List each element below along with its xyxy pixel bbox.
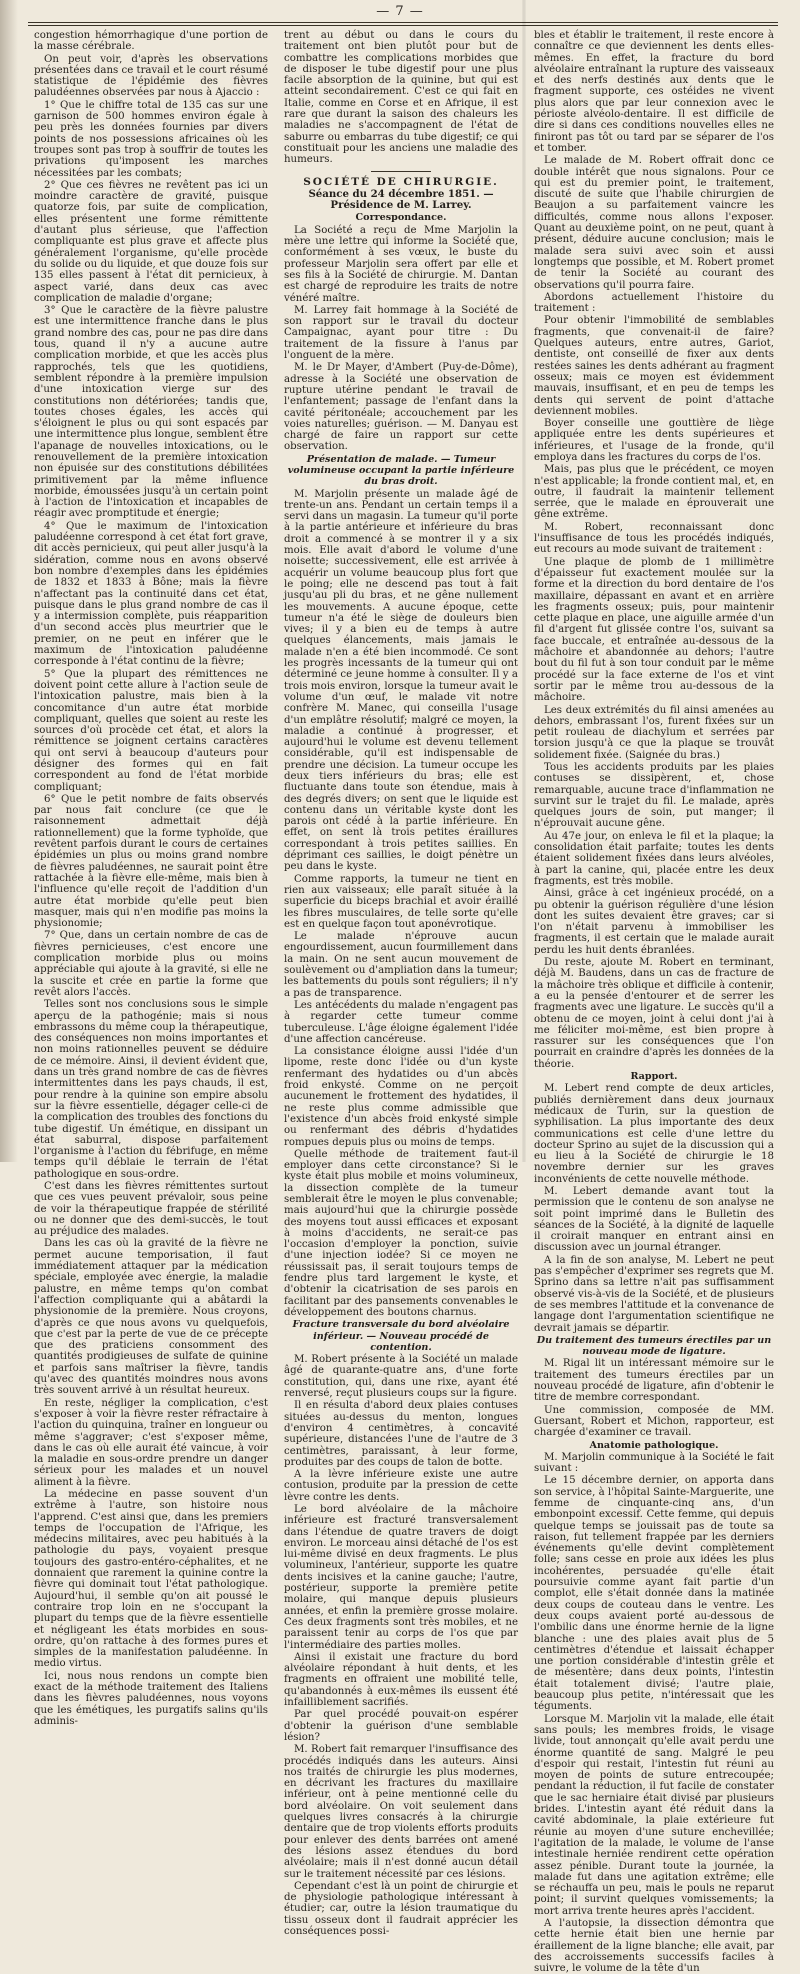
paragraph: Dans les cas où la gravité de la fièvre ne permet aucune temporisation, il faut immédiatement attaquer par la médication spéciale, employée avec énergie, la maladie palustre, en même temps qu'on combat l'affection compliquante qui a abâtardi la physionomie de la première. Nous croyons, d'après ce que nous avons vu quelquefois, que c'est par la perte de vue de ce précepte que des praticiens consomment des quantités prodigieuses de sulfate de quinine et parfois sans maîtriser la fièvre, tandis qu'avec des quantités moindres nous avons très souvent arrivé à un résultat heureux. [34,1238,268,1397]
column-middle [284,30,518,1937]
column-left [34,30,268,1727]
subheading-ligature: Du traitement des tumeurs érectiles par un nouveau mode de ligature. [536,1334,772,1358]
paragraph: Une plaque de plomb de 1 millimètre d'épaisseur fut exactement moulée sur la forme et la direction du bord dentaire de l'os maxillaire, dépassant en avant et en arrière les fragments osseux; puis, pour maintenir cette plaque en place, une aiguille armée d'un fil d'argent fut glissée contre l'os, suivant sa face buccale, et entraînée au-dessous de la mâchoire et abandonnée au dehors; l'autre bout du fil fut à son tour conduit par le même procédé sur la face externe de l'os et vint sortir par le même trou au-dessous de la mâchoire. [534,556,774,704]
subheading-anatomie: Anatomie pathologique. [589,1439,719,1451]
paragraph: Les antécédents du malade n'engagent pas à regarder cette tumeur comme tuberculeuse. L'âge éloigne également l'idée d'une affection cancéreuse. [284,999,518,1045]
paragraph: bles et établir le traitement, il reste encore à connaître ce que deviennent les dents elles-mêmes. En effet, la fracture du bord alvéolaire entraînant la rupture des vaisseaux et des nerfs destinés aux dents que le fragment supporte, ces ostéides ne vivent plus alors que par leur connexion avec le périoste alvéolo-dentaire. Il est difficile de dire si dans ces conditions nouvelles elles ne finiront pas tôt ou tard par se séparer de l'os et tomber. [534,30,774,154]
paragraph: Au 47e jour, on enleva le fil et la plaque; la consolidation était parfaite; toutes les dents étaient solidement fixées dans leurs alvéoles, à part la canine, qui, placée entre les deux fragments, est très mobile. [534,830,774,887]
section-separator [371,171,431,172]
paragraph: Mais, pas plus que le précédent, ce moyen n'est applicable; la fronde contient mal, et, en outre, il faudrait la maintenir tellement serrée, que le malade en éprouverait une gêne extrême. [534,464,774,521]
session-heading: Séance du 24 décembre 1851. — Présidence de M. Larrey. [308,187,494,212]
conclusion-item: 7° Que, dans un certain nombre de cas de fièvres pernicieuses, c'est encore une complication morbide plus ou moins appréciable qui ajoute à la gravité, si elle ne la suscite et crée en partie la forme que revêt alors l'accès. [34,930,268,998]
paragraph: Le bord alvéolaire de la mâchoire inférieure est fracturé transversalement dans l'étendue de quatre travers de doigt environ. Le morceau ainsi détaché de l'os est lui-même divisé en deux fragments. Le plus volumineux, l'antérieur, supporte les quatre dents incisives et la canine gauche; l'autre, postérieur, supporte la première petite molaire, qui manque depuis plusieurs années, et enfin la première grosse molaire. Ces deux fragments sont très mobiles, et ne paraissent tenir au corps de l'os que par l'intermédiaire des parties molles. [284,1504,518,1651]
subheading-rapport: Rapport. [630,1071,678,1083]
paragraph: Les deux extrémités du fil ainsi amenées au dehors, embrassant l'os, furent fixées sur un petit rouleau de diachylum et serrées par torsion jusqu'à ce que la plaque se trouvât solidement fixée. (Saignée du bras.) [534,704,774,761]
paragraph: A la fin de son analyse, M. Lebert ne peut pas s'empêcher d'exprimer ses regrets que M. Sprino dans sa lettre n'ait pas suffisamment observé vis-à-vis de la Société, et de plusieurs de ses membres l'attitude et la convenance de langage dont l'argumentation scientifique ne devrait jamais se départir. [534,1254,774,1334]
binding-shadow [0,0,18,1162]
paragraph: M. Larrey fait hommage à la Société de son rapport sur le travail du docteur Campaignac, ayant pour titre : Du traitement de la fissure à l'anus par l'onguent de la mère. [284,304,518,362]
paragraph: Par quel procédé pouvait-on espérer d'obtenir la guérison d'une semblable lésion? [284,1709,518,1743]
paragraph: M. Marjolin présente un malade âgé de trente-un ans. Pendant un certain temps il a servi dans un magasin. La tumeur qu'il porte à la partie antérieure et inférieure du bras droit a commencé à se montrer il y a six mois. Elle avait d'abord le volume d'une noisette; successivement, elle est arrivée à acquérir un volume beaucoup plus fort que le poing; elle ne descend pas tout à fait jusqu'au pli du bras, et ne gêne nullement les mouvements. A aucune époque, cette tumeur n'a été le siège de douleurs bien vives; il y a bien eu de temps à autre quelques élancements, mais jamais le malade n'en a été bien incommodé. Ce sont les progrès incessants de la tumeur qui ont déterminé ce jeune homme à consulter. Il y a trois mois environ, lorsque la tumeur avait le volume d'un œuf, le malade vit notre confrère M. Manec, qui conseilla l'usage d'un emplâtre résolutif; malgré ce moyen, la maladie a continué à progresser, et aujourd'hui le volume est devenu tellement considérable, qu'il est indispensable de prendre une décision. La tumeur occupe les deux tiers inférieurs du bras; elle est fluctuante dans toute son étendue, mais à des degrés divers; on sent que le liquide est contenu dans un véritable kyste dont les parois ont cédé à la partie inférieure. En effet, on sent là trois petites éraillures correspondant à trois petites saillies. En déprimant ces saillies, le doigt pénètre un peu dans le kyste. [284,488,518,873]
paragraph: M. Lebert rend compte de deux articles, publiés dernièrement dans deux journaux médicaux de Turin, sur la question de syphilisation. La plus importante des deux communications est celle d'une lettre du docteur Sprino au sujet de la discussion qui a eu lieu à la Société de chirurgie le 18 novembre dernier sur les graves inconvénients de cette nouvelle méthode. [534,1083,774,1185]
paragraph: La Société a reçu de Mme Marjolin la mère une lettre qui informe la Société que, conformément à ses vœux, le buste du professeur Marjolin sera offert par elle et ses fils à la Société de chirurgie. M. Dantan est chargé de reproduire les traits de notre vénéré maître. [284,224,518,304]
conclusion-item: 2° Que ces fièvres ne revêtent pas ici un moindre caractère de gravité, puisque quatorze fois, par suite de complication, elles présentent une forme rémittente d'autant plus sérieuse, que l'affection compliquante est plus grave et affecte plus généralement l'organisme, qu'elle procède du solide ou du liquide, et que douze fois sur 135 elles passent à l'état dit pernicieux, à aspect varié, dans deux cas avec complication de maladie d'organe; [34,179,268,304]
paragraph: Quelle méthode de traitement faut-il employer dans cette circonstance? Si le kyste était plus mobile et moins volumineux, la dissection complète de la tumeur semblerait être le moyen le plus convenable; mais aujourd'hui que la chirurgie possède des moyens tout aussi efficaces et exposant à moins d'accidents, ne serait-ce pas l'occasion d'employer la ponction, suivie d'une injection iodée? Si ce moyen ne réussissait pas, il serait toujours temps de fendre plus tard largement le kyste, et d'obtenir la cicatrisation de ses parois en facilitant par des pansements convenables le développement des boutons charnus. [284,1148,518,1318]
paragraph: M. Robert fait remarquer l'insuffisance des procédés indiqués dans les auteurs. Ainsi nos traités de chirurgie les plus modernes, en décrivant les fractures du maxillaire inférieur, ont à peine mentionné celle du bord alvéolaire. On voit seulement dans quelques livres consacrés à la chirurgie dentaire que de trop violents efforts produits pour enlever des dents barrées ont amené des lésions assez étendues du bord alvéolaire; mais il n'est donné aucun détail sur le traitement nécessité par ces lésions. [284,1744,518,1880]
paragraph: La médecine en passe souvent d'un extrême à l'autre, son histoire nous l'apprend. C'est ainsi que, dans les premiers temps de l'occupation de l'Afrique, les médecins militaires, avec peu habitués à la pathologie du pays, voyaient presque toujours des gastro-entéro-céphalites, et ne donnaient que rarement la quinine contre la fièvre qui dominait tout l'état pathologique. Aujourd'hui, il semble qu'on ait poussé le contraire trop loin en ne s'occupant la plupart du temps que de la fièvre essentielle et négligeant les états morbides en sous-ordre, qu'on rattache à des formes pures et simples de la manifestation paludéenne. In medio virtus. [34,1489,268,1670]
conclusion-item: 3° Que le caractère de la fièvre palustre est une intermittence franche dans le plus grand nombre des cas, pour ne pas dire dans tous, quand il n'y a aucune autre complication morbide, et que les accès plus rapprochés, tels que les quotidiens, semblent répondre à la première impulsion d'une intoxication vierge sur des constitutions non détériorées; tandis que, toutes choses égales, les accès qui s'éloignent le plus ou qui sont espacés par une intermittence plus longue, semblent être l'apanage de nouvelles intoxications, ou le renouvellement de la première intoxication non épuisée sur des constitutions débilitées primitivement par la même influence morbide, émoussées jusqu'à un certain point à l'action de l'intoxication et incapables de réagir avec promptitude et énergie; [34,305,268,520]
paragraph: La consistance éloigne aussi l'idée d'un lipome, reste donc l'idée ou d'un kyste renfermant des hydatides ou d'un abcès froid enkysté. Comme on ne perçoit aucunement le frottement des hydatides, il ne reste plus comme admissible que l'existence d'un abcès froid enkysté simple ou renfermant des débris d'hydatides rompues depuis plus ou moins de temps. [284,1046,518,1148]
paragraph: Une commission, composée de MM. Guersant, Robert et Michon, rapporteur, est chargée d'examiner ce travail. [534,1404,774,1439]
paragraph: On peut voir, d'après les observations présentées dans ce travail et le court résumé statistique de l'épidémie des fièvres paludéennes observées par nous à Ajaccio : [34,53,268,99]
paragraph: Ainsi, grâce à cet ingénieux procédé, on a pu obtenir la guérison régulière d'une lésion dont les suites devaient être graves; car si l'on n'était parvenu à immobiliser les fragments, il est certain que le malade aurait perdu les huit dents ébranlées. [534,888,774,956]
paragraph: Tous les accidents produits par les plaies contuses se dissipèrent, et, chose remarquable, aucune trace d'inflammation ne survint sur le trajet du fil. Le malade, après quelques jours de soin, put manger; il n'éprouvait aucune gêne. [534,762,774,830]
paragraph: Pour obtenir l'immobilité de semblables fragments, que convenait-il de faire? Quelques auteurs, entre autres, Gariot, dentiste, ont conseillé de fixer aux dents restées saines les dents adhérant au fragment osseux; mais ce moyen est évidemment mauvais, insuffisant, et en peu de temps les dents qui servent de point d'attache deviennent mobiles. [534,315,774,417]
column-right [534,30,774,1974]
paragraph: Lorsque M. Marjolin vit la malade, elle était sans pouls; les membres froids, le visage livide, tout annonçait qu'elle avait perdu une énorme quantité de sang. Malgré le peu d'espoir qui restait, l'intestin fut réuni au moyen de points de suture entrecoupée; pendant la réduction, il fut facile de constater que le sac herniaire était divisé par plusieurs brides. L'intestin ayant été réduit dans la cavité abdominale, la plaie extérieure fut réunie au moyen d'une suture enchevillée; l'agitation de la malade, le volume de l'anse intestinale herniée rendirent cette opération assez pénible. Durant toute la journée, la malade fut dans une agitation extrême; elle se réchauffa un peu, mais le pouls ne reparut point; il survint quelques vomissements; la mort arriva trente heures après l'accident. [534,1713,774,1917]
paragraph: C'est dans les fièvres rémittentes surtout que ces vues peuvent prévaloir, sous peine de voir la thérapeutique frappée de stérilité ou ne donner que des demi-succès, le tout au préjudice des malades. [34,1180,268,1238]
subheading-correspondance: Correspondance. [355,212,447,224]
paragraph: Ainsi il existait une fracture du bord alvéolaire répondant à huit dents, et les fragments en offraient une mobilité telle, qu'abandonnés à eux-mêmes ils eussent été infailliblement sacrifiés. [284,1651,518,1709]
paragraph: Abordons actuellement l'histoire du traitement : [534,291,774,315]
paragraph: Le malade de M. Robert offrait donc ce double intérêt que nous signalons. Pour ce qui est du premier point, le traitement, discuté de suite que l'habile chirurgien de Beaujon a su parfaitement vaincre les difficultés, comme nous allons l'exposer. Quant au deuxième point, on ne peut, quant à présent, déduire aucune conclusion; mais le malade sera suivi avec soin et aussi longtemps que possible, et M. Robert promet de tenir la Société au courant des observations qu'il pourra faire. [534,155,774,291]
subheading-fracture: Fracture transversale du bord alvéolaire inférieur. — Nouveau procédé de contention. [292,1319,510,1353]
paragraph: M. le Dr Mayer, d'Ambert (Puy-de-Dôme), adresse à la Société une observation de rupture utérine pendant le travail de l'enfantement; passage de l'enfant dans la cavité péritonéale; accouchement par les voies naturelles; guérison. — M. Danyau est chargé de faire un rapport sur cette observation. [284,362,518,453]
paragraph: M. Robert, reconnaissant donc l'insuffisance de tous les procédés indiqués, eut recours au mode suivant de traitement : [534,521,774,556]
society-heading: SOCIÉTÉ DE CHIRURGIE. [303,175,499,188]
paragraph: M. Lebert demande avant tout la permission que le contenu de son analyse ne soit point imprimé dans le Bulletin des séances de la Société, à la dignité de laquelle il croirait manquer en entrant ainsi en discussion avec un journal étranger. [534,1185,774,1254]
conclusion-item: 4° Que le maximum de l'intoxication paludéenne correspond à cet état fort grave, dit accès pernicieux, qui peut aller jusqu'à la sidération, comme nous en avons observé bon nombre d'exemples dans les épidémies de 1832 et 1833 à Bône; mais la fièvre n'affectant pas la continuité dans cet état, puisque dans le plus grand nombre de cas il y a intermission complète, puis réapparition d'un second accès plus meurtrier que le premier, on ne peut en inférer que le maximum de l'intoxication paludéenne corresponde à l'état continu de la fièvre; [34,520,268,668]
page-number: — 7 — [376,4,424,19]
paragraph: En reste, négliger la complication, c'est s'exposer à voir la fièvre rester réfractaire à l'action du quinquina, traîner en longueur ou même s'aggraver; c'est s'exposer même, dans le cas où elle aurait été vaincue, à voir la maladie en sous-ordre prendre un danger sérieux pour les malades et un nouvel aliment à la fièvre. [34,1397,268,1488]
paragraph: Cependant c'est là un point de chirurgie et de physiologie pathologique intéressant à étudier; car, outre la lésion traumatique du tissu osseux dont il faudrait apprécier les conséquences possi- [284,1880,518,1937]
page-fold [522,0,526,1162]
paragraph: Boyer conseille une gouttière de liège appliquée entre les dents supérieures et inférieures, et l'usage de la fronde, qu'il employa dans les fractures du corps de l'os. [534,418,774,463]
paragraph: Le malade n'éprouve aucun engourdissement, aucun fourmillement dans la main. On ne sent aucun mouvement de soulèvement ou d'ampliation dans la tumeur; les battements du pouls sont réguliers; il n'y a pas de transparence. [284,931,518,999]
paragraph: M. Robert présente à la Société un malade âgé de quarante-quatre ans, d'une forte constitution, qui, dans une rixe, ayant été renversé, reçut plusieurs coups sur la figure. [284,1354,518,1400]
paragraph: trent au début ou dans le cours du traitement ont bien plutôt pour but de combattre les complications morbides que de disposer le tube digestif pour une plus facile absorption de la quinine, but qui est atteint secondairement. C'est ce qui fait en Italie, comme en Corse et en Afrique, il est rare que durant la saison des chaleurs les maladies ne s'accompagnent de l'état de saburre ou embarras du tube digestif; ce qui constituait pour les anciens une maladie des humeurs. [284,30,518,166]
paragraph: Du reste, ajoute M. Robert en terminant, déjà M. Baudens, dans un cas de fracture de la mâchoire très oblique et difficile à contenir, a eu la pensée d'entourer et de serrer les fragments avec une ligature. Le succès qu'il a obtenu de ce moyen, joint à celui dont j'ai à me féliciter moi-même, est bien propre à rassurer sur les conséquences que l'on pourrait en craindre d'après les données de la théorie. [534,957,774,1070]
paragraph: Comme rapports, la tumeur ne tient en rien aux vaisseaux; elle paraît située à la superficie du biceps brachial et avoir éraillé les fibres musculaires, de telle sorte qu'elle est en quelque façon tout aponévrotique. [284,873,518,930]
header-rule [28,22,778,26]
paragraph: congestion hémorrhagique d'une portion de la masse cérébrale. [34,30,268,53]
paragraph: A l'autopsie, la dissection démontra que cette hernie était bien une hernie par éraillement de la ligne blanche; elle avait, par des accroissements successifs faciles à suivre, le volume de la tête d'un [534,1917,774,1974]
conclusion-item: 1° Que le chiffre total de 135 cas sur une garnison de 500 hommes environ égale à peu près les données fournies par divers points de nos possessions africaines où les troupes sont pas trop à souffrir de toutes les privations qu'imposent les marches nécessitées par les combats; [34,99,268,179]
paragraph: Le 15 décembre dernier, on apporta dans son service, à l'hôpital Sainte-Marguerite, une femme de cinquante-cinq ans, d'un embonpoint excessif. Cette femme, qui depuis quelque temps se jouissait pas de toute sa raison, fut tellement frappée par les derniers événements qu'elle devint complètement folle; sans cesse en proie aux idées les plus incohérentes, persuadée qu'elle était poursuivie comme ayant fait partie d'un complot, elle s'était donnée dans la matinée deux coups de couteau dans le ventre. Les deux coups avaient porté au-dessous de l'ombilic dans une énorme hernie de la ligne blanche : une des plaies avait plus de 5 centimètres d'étendue et laissait échapper une portion considérable d'intestin grêle et de mésentère; dans deux points, l'intestin était totalement divisé; l'autre plaie, beaucoup plus petite, n'intéressait que les téguments. [534,1475,774,1713]
paragraph: Ici, nous nous rendons un compte bien exact de la méthode traitement des Italiens dans les fièvres paludéennes, nous voyons que les émétiques, les purgatifs salins qu'ils adminis- [34,1670,268,1727]
conclusion-item: 6° Que le petit nombre de faits observés par nous fait conclure (ce que le raisonnement admettait déjà rationnellement) que la forme typhoïde, que revêtent parfois durant le cours de certaines épidémies un plus ou moins grand nombre de fièvres paludéennes, ne saurait point être rattachée à la fièvre elle-même, mais bien à l'influence qu'elle reçoit de l'addition d'un autre état morbide qu'elle peut bien masquer, mais qui n'en modifie pas moins la physionomie; [34,793,268,930]
conclusion-item: 5° Que la plupart des rémittences ne doivent point cette allure à l'action seule de l'intoxication palustre, mais bien à la concomitance d'un autre état morbide compliquant, quelles que soient au reste les sources d'où procède cet état, et alors la rémittence se joignent certains caractères qui ont servi à beaucoup d'auteurs pour désigner des formes qui en fait correspondent au fond de l'état morbide compliquant; [34,668,268,793]
paragraph: M. Rigal lit un intéressant mémoire sur le traitement des tumeurs érectiles par un nouveau procédé de ligature, afin d'obtenir le titre de membre correspondant. [534,1358,774,1404]
paragraph: M. Marjolin communique à la Société le fait suivant : [534,1451,774,1475]
subheading-tumor: Présentation de malade. — Tumeur volumineuse occupant la partie inférieure du bras droit. [287,453,515,488]
paragraph: A la lèvre inférieure existe une autre contusion, produite par la pression de cette lèvre contre les dents. [284,1469,518,1503]
paragraph: Telles sont nos conclusions sous le simple aperçu de la pathogénie; mais si nous embrassons du même coup la thérapeutique, des conséquences non moins importantes et non moins rationnelles peuvent se déduire de ce mémoire. Ainsi, il devient évident que, dans un très grand nombre de cas de fièvres intermittentes dans les pays chauds, il est, pour rendre à la quinine son empire absolu sur la fièvre essentielle, dégager celle-ci de la complication des troubles des fonctions du tube digestif. Un émétique, en dissipant un état saburral, dispose parfaitement l'organisme à l'action du fébrifuge, en même temps qu'il déblaie le terrain de l'état pathologique en sous-ordre. [34,999,268,1180]
paragraph: Il en résulta d'abord deux plaies contuses situées au-dessus du menton, longues d'environ 4 centimètres, à concavité supérieure, distancées l'une de l'autre de 3 centimètres, paraissant, à leur forme, produites par des coups de talon de botte. [284,1400,518,1468]
